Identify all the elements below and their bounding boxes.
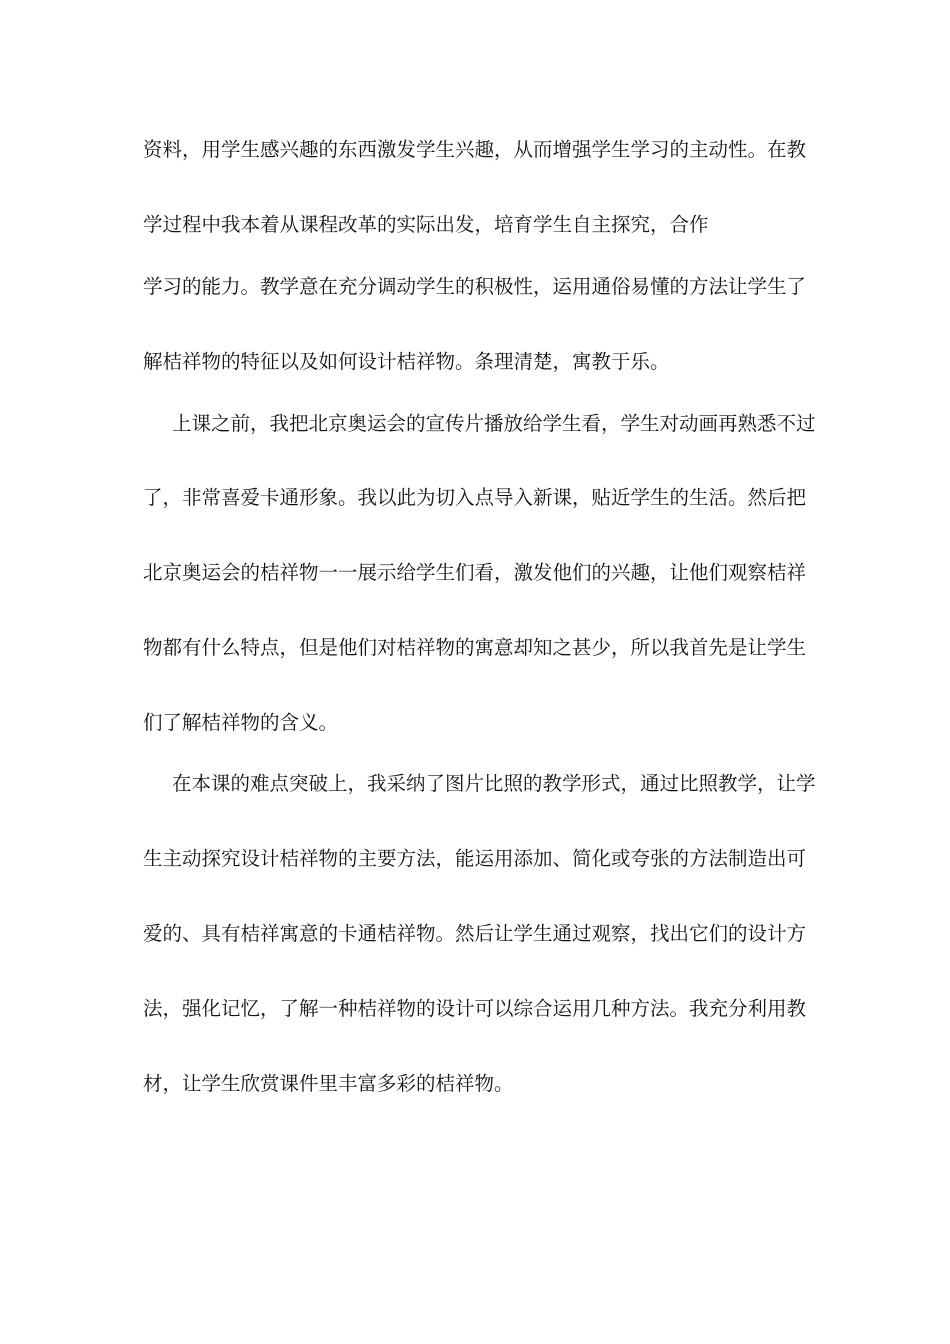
paragraph-line: 爱的、具有桔祥寓意的卡通桔祥物。然后让学生通过观察，找出它们的设计方 [143,922,807,945]
paragraph-line: 学过程中我本着从课程改革的实际出发，培育学生自主探究，合作 [143,213,709,236]
paragraph-line: 们了解桔祥物的含义。 [143,711,339,734]
paragraph-line: 了，非常喜爱卡通形象。我以此为切入点导入新课，贴近学生的生活。然后把 [143,486,807,509]
paragraph-line: 北京奥运会的桔祥物一一展示给学生们看，激发他们的兴趣，让他们观察桔祥 [143,561,807,584]
paragraph-first-line: 上课之前，我把北京奥运会的宣传片播放给学生看，学生对动画再熟悉不过 [172,412,816,435]
paragraph-line: 学习的能力。教学意在充分调动学生的积极性，运用通俗易懂的方法让学生了 [143,275,807,298]
paragraph-line: 生主动探究设计桔祥物的主要方法，能运用添加、简化或夸张的方法制造出可 [143,847,807,870]
paragraph-first-line: 在本课的难点突破上，我采纳了图片比照的教学形式，通过比照教学，让学 [172,772,816,795]
paragraph-line: 法，强化记忆，了解一种桔祥物的设计可以综合运用几种方法。我充分利用教 [143,997,807,1020]
paragraph-line: 解桔祥物的特征以及如何设计桔祥物。条理清楚，寓教于乐。 [143,350,670,373]
paragraph-line: 物都有什么特点，但是他们对桔祥物的寓意却知之甚少，所以我首先是让学生 [143,636,807,659]
paragraph-line: 材，让学生欣赏课件里丰富多彩的桔祥物。 [143,1072,514,1095]
paragraph-line: 资料，用学生感兴趣的东西激发学生兴趣，从而增强学生学习的主动性。在教 [143,138,807,161]
